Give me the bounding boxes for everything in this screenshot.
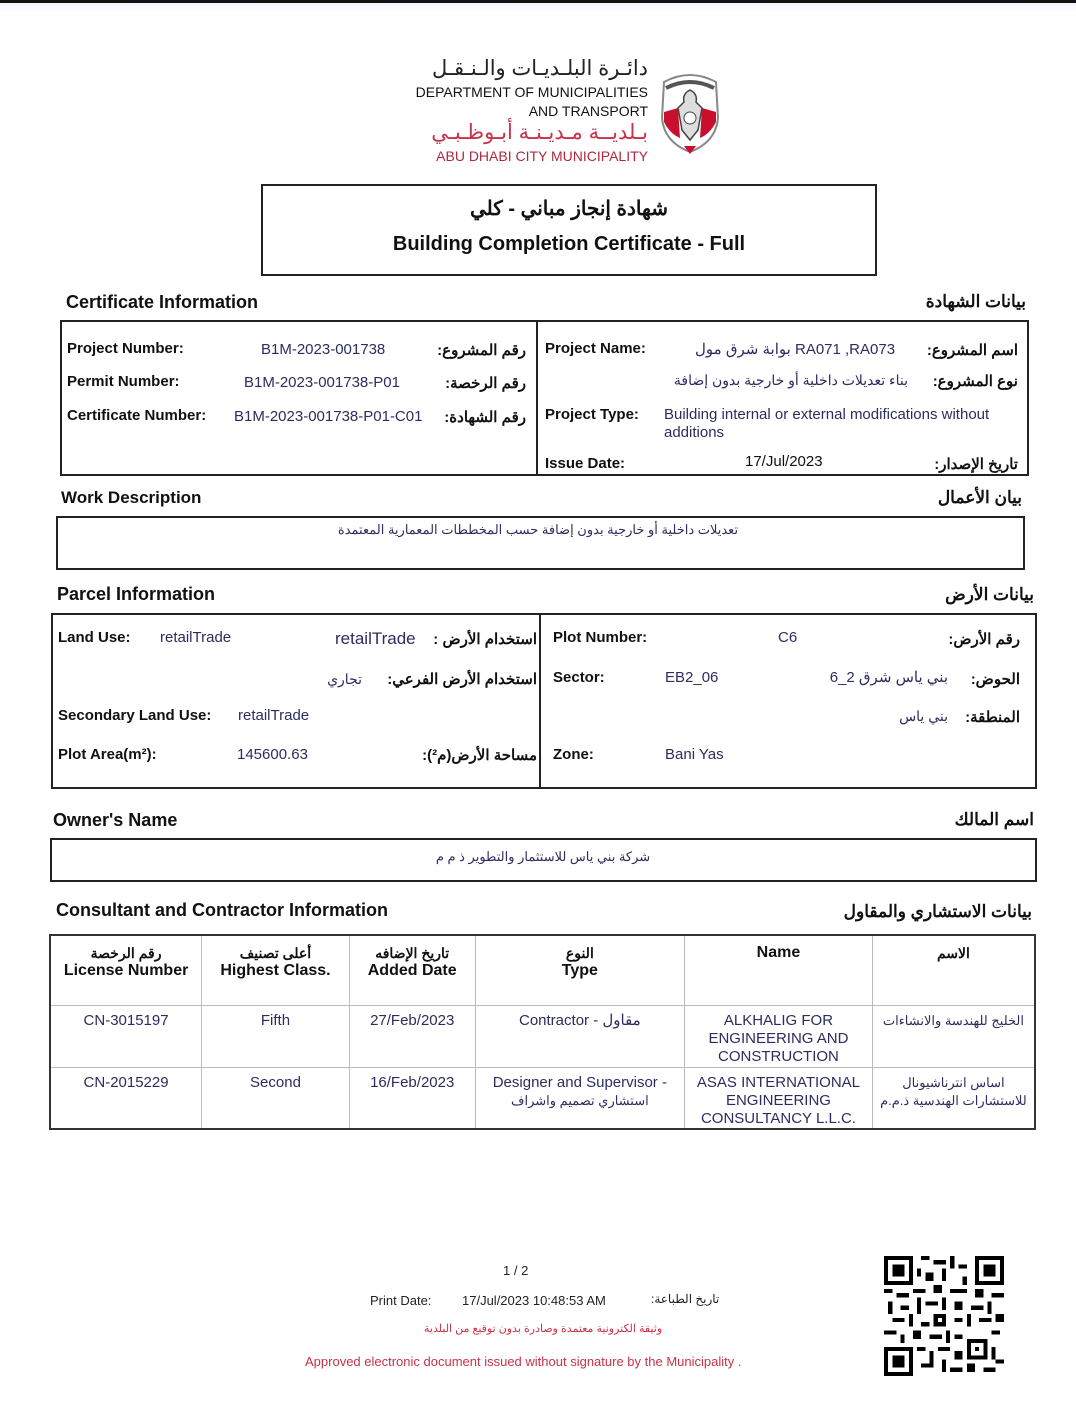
dept-name-en-line1: DEPARTMENT OF MUNICIPALITIES: [415, 84, 648, 100]
parcel-info-heading-ar: بيانات الأرض: [945, 585, 1034, 604]
print-date-value: 17/Jul/2023 10:48:53 AM: [462, 1293, 606, 1308]
name-ar-cell: الخليج للهندسة والانشاءات: [872, 1005, 1035, 1067]
col-name-ar: [872, 935, 1035, 1005]
print-date-label: Print Date:: [370, 1293, 432, 1308]
sector-label: Sector:: [553, 669, 605, 686]
dept-name-ar: دائـرة البلـديـات والـنـقـل: [432, 57, 648, 80]
class-cell: Second: [202, 1067, 350, 1129]
project-name-label: Project Name:: [545, 340, 646, 357]
certificate-info-divider: [536, 320, 538, 476]
plot-number-value: C6: [778, 629, 798, 646]
work-description-value: تعديلات داخلية أو خارجية بدون إضافة حسب المخططات المعمارية المعتمدة: [337, 522, 739, 537]
plot-area-label: Plot Area(m²):: [58, 746, 157, 763]
work-description-heading-ar: بيان الأعمال: [937, 488, 1022, 507]
parcel-info-heading: Parcel Information: [57, 584, 216, 604]
added-date-cell: 16/Feb/2023: [349, 1067, 475, 1129]
secondary-land-use-label: Secondary Land Use:: [58, 707, 212, 724]
parcel-info-divider: [539, 613, 541, 789]
owner-heading-ar: اسم المالك: [954, 810, 1034, 829]
issue-date-value: 17/Jul/2023: [745, 453, 823, 470]
permit-number-value: B1M-2023-001738-P01: [244, 374, 400, 391]
sector-value-ar: بني ياس شرق 2_6: [829, 669, 948, 686]
col-header-en: Highest Class.: [220, 962, 331, 979]
sector-value: EB2_06: [665, 669, 719, 686]
project-name-value: RA071 ,RA073 بوابة شرق مول: [695, 341, 896, 358]
certificate-number-label-ar: رقم الشهادة:: [444, 409, 526, 426]
plot-number-label: Plot Number:: [553, 629, 648, 646]
issue-date-label-ar: تاريخ الإصدار:: [934, 456, 1018, 473]
owner-name-value: شركة بني ياس للاستثمار والتطوير ذ م م: [435, 849, 651, 864]
land-use-value: retailTrade: [160, 629, 232, 646]
table-row: [50, 1067, 1035, 1129]
plot-area-value: 145600.63: [237, 746, 308, 763]
disclaimer-ar: وثيقة الكترونية معتمدة وصادرة بدون توقيع من البلدية: [424, 1323, 663, 1335]
type-cell: [475, 1005, 684, 1067]
col-header-en: Added Date: [367, 962, 457, 979]
project-name-label-ar: اسم المشروع:: [926, 342, 1018, 359]
permit-number-label: Permit Number:: [67, 373, 180, 390]
letterhead: [400, 56, 740, 166]
col-header-ar: النوع: [565, 945, 594, 961]
table-header-row: [50, 935, 1035, 1005]
municipality-name-en: ABU DHABI CITY MUNICIPALITY: [436, 148, 648, 164]
region-label-ar: المنطقة:: [965, 709, 1020, 726]
col-highest-class: [202, 935, 350, 1005]
sub-land-use-label-ar: استخدام الأرض الفرعي:: [387, 671, 537, 688]
col-added-date: [349, 935, 475, 1005]
certificate-title-box: [261, 184, 877, 276]
project-type-value-line1: Building internal or external modifications without: [664, 406, 990, 423]
falcon-emblem-icon: [658, 68, 722, 154]
added-date-cell: 27/Feb/2023: [349, 1005, 475, 1067]
work-description-heading: Work Description: [61, 488, 202, 507]
col-header-en: Type: [561, 962, 598, 979]
project-number-label-ar: رقم المشروع:: [437, 342, 526, 359]
col-header-ar: أعلى تصنيف: [239, 945, 312, 961]
land-use-label-ar: استخدام الأرض :: [433, 631, 537, 648]
dept-name-en: [416, 83, 648, 121]
plot-area-label-ar: مساحة الأرض(م²):: [422, 747, 537, 764]
name-cell: ASAS INTERNATIONAL ENGINEERING CONSULTANCY L.L.C.: [685, 1067, 873, 1129]
print-date-label-ar: تاريخ الطباعة:: [651, 1292, 720, 1306]
type-en: Designer and Supervisor -: [492, 1073, 667, 1091]
table-row: [50, 1005, 1035, 1067]
certificate-number-value: B1M-2023-001738-P01-C01: [234, 408, 423, 425]
dept-name-en-line2: AND TRANSPORT: [528, 103, 648, 119]
col-type: [475, 935, 684, 1005]
permit-number-label-ar: رقم الرخصة:: [445, 375, 526, 392]
top-shade: [0, 3, 1076, 13]
project-type-ar-value: بناء تعديلات داخلية أو خارجية بدون إضافة: [673, 372, 908, 388]
disclaimer-en: Approved electronic document issued without signature by the Municipality .: [305, 1354, 742, 1369]
type-cell: [475, 1067, 684, 1129]
certificate-title-en: Building Completion Certificate - Full: [392, 233, 746, 255]
sub-land-use-value: تجاري: [327, 671, 362, 687]
col-header-ar: تاريخ الإضافه: [375, 945, 450, 961]
project-number-label: Project Number:: [67, 340, 184, 357]
project-type-label-ar: نوع المشروع:: [932, 373, 1018, 390]
qr-code-icon: [884, 1256, 1004, 1376]
certificate-info-heading: Certificate Information: [66, 292, 259, 312]
sector-label-ar: الحوض:: [970, 671, 1020, 688]
col-header-ar: رقم الرخصة: [90, 945, 162, 961]
issue-date-label: Issue Date:: [545, 455, 626, 472]
secondary-land-use-value: retailTrade: [238, 707, 310, 724]
col-header-ar: الاسم: [936, 945, 970, 961]
region-value: بني ياس: [899, 708, 948, 724]
certificate-number-label: Certificate Number:: [67, 407, 207, 424]
consultants-table: [49, 934, 1036, 1130]
name-ar-cell: اساس انترناشيونال للاستشارات الهندسية ذ.م.م: [872, 1067, 1035, 1129]
zone-value: Bani Yas: [665, 746, 724, 763]
name-cell: ALKHALIG FOR ENGINEERING AND CONSTRUCTION: [685, 1005, 873, 1067]
col-name: [685, 935, 873, 1005]
owner-heading: Owner's Name: [53, 810, 178, 830]
col-header-en: Name: [756, 944, 801, 961]
type-ar: استشاري تصميم واشراف: [511, 1092, 649, 1108]
land-use-value-ar-side: retailTrade: [335, 629, 416, 648]
plot-number-label-ar: رقم الأرض:: [948, 631, 1020, 648]
consultants-heading-ar: بيانات الاستشاري والمقاول: [843, 902, 1032, 921]
zone-label: Zone:: [553, 746, 594, 763]
col-license-number: [50, 935, 202, 1005]
page-indicator: 1 / 2: [503, 1263, 529, 1278]
class-cell: Fifth: [202, 1005, 350, 1067]
license-cell: CN-2015229: [50, 1067, 202, 1129]
land-use-label: Land Use:: [58, 629, 131, 646]
consultants-heading: Consultant and Contractor Information: [56, 900, 388, 920]
license-cell: CN-3015197: [50, 1005, 202, 1067]
certificate-title-ar: شهادة إنجاز مباني - كلي: [469, 198, 669, 220]
certificate-info-heading-ar: بيانات الشهادة: [925, 292, 1026, 311]
type-en: Contractor - مقاول: [519, 1011, 641, 1029]
col-header-en: License Number: [63, 962, 189, 979]
project-number-value: B1M-2023-001738: [261, 341, 386, 358]
project-type-value-line2: additions: [664, 424, 725, 441]
municipality-name-ar: بـلديــة مـديـنـة أبـوظـبـي: [431, 121, 648, 144]
project-type-label: Project Type:: [545, 406, 639, 423]
